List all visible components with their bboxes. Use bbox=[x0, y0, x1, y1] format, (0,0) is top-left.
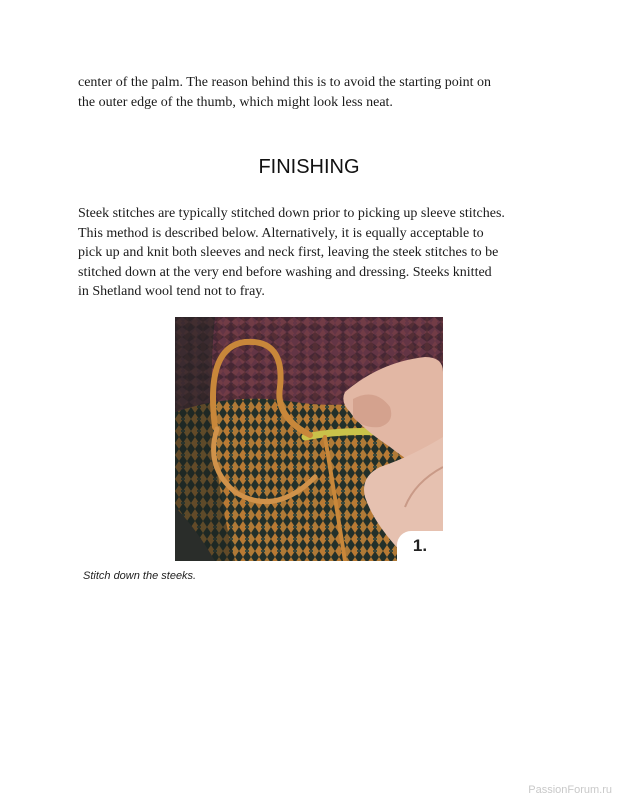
text-line: center of the palm. The reason behind this is to avoid the starting point on bbox=[78, 75, 492, 90]
knitting-photo bbox=[175, 317, 443, 561]
text-line: This method is described below. Alternatively, it is equally acceptable to bbox=[78, 225, 484, 241]
text-line: pick up and knit both sleeves and neck first, leaving the steek stitches to be bbox=[78, 245, 499, 260]
finishing-paragraph bbox=[78, 204, 548, 302]
knitting-illustration bbox=[175, 317, 443, 561]
section-heading: FINISHING bbox=[258, 156, 360, 178]
intro-paragraph bbox=[78, 73, 548, 112]
site-watermark: PassionForum.ru bbox=[528, 784, 612, 796]
text-line: Steek stitches are typically stitched down prior to picking up sleeve stitches. bbox=[78, 206, 505, 221]
figure-caption: Stitch down the steeks. bbox=[83, 570, 197, 582]
text-line: the outer edge of the thumb, which might look less neat. bbox=[78, 94, 393, 110]
step-number-badge: 1. bbox=[397, 531, 443, 561]
text-line: in Shetland wool tend not to fray. bbox=[78, 284, 265, 299]
text-line: stitched down at the very end before washing and dressing. Steeks knitted bbox=[78, 264, 492, 280]
